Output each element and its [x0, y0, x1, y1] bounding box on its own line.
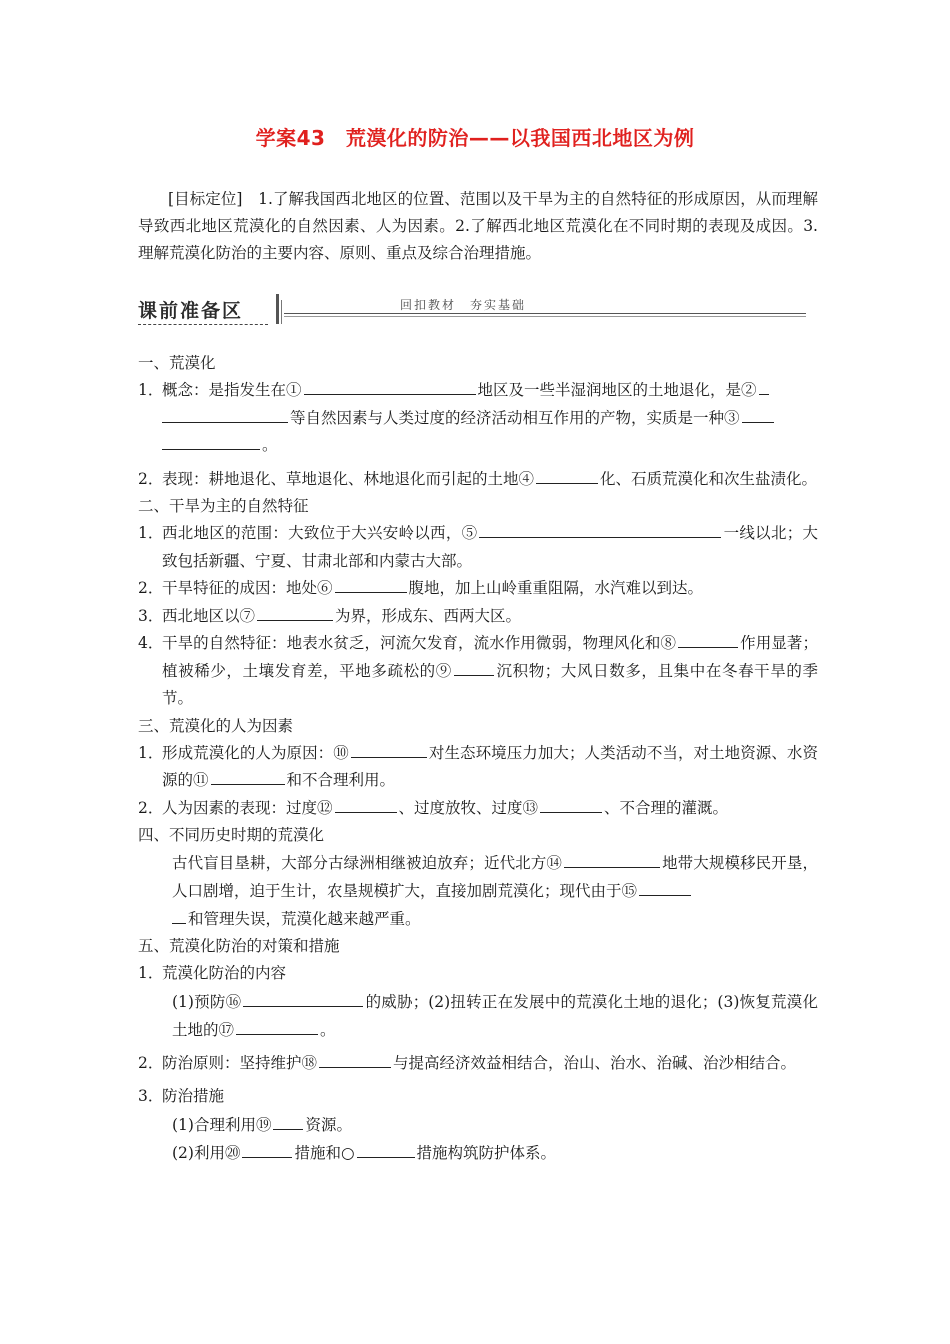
item-text: 化、石质荒漠化和次生盐渍化。 [600, 469, 818, 488]
item-text: 西北地区的范围：大致位于大兴安岭以西，⑤ [162, 524, 478, 542]
fill-blank-7[interactable] [257, 605, 333, 621]
item-text: 防治措施 [162, 1087, 225, 1105]
fill-blank-9[interactable] [454, 660, 494, 676]
section-heading: 三、荒漠化的人为因素 [138, 716, 294, 735]
list-item [138, 466, 818, 494]
fill-blank-16[interactable] [243, 991, 363, 1007]
item-text: 干旱特征的成因：地处⑥ [162, 579, 333, 597]
list-item [138, 1083, 818, 1111]
list-item [138, 1050, 818, 1078]
item-text: 。 [320, 1020, 336, 1039]
objective-paragraph: [目标定位] 1.了解我国西北地区的位置、范围以及干旱为主的自然特征的形成原因，从而理解导致西北地区荒漠化的自然因素、人为因素。2.了解西北地区荒漠化在不同时期的表现及成因。3.理解荒漠化防治的主要内容、原则、重点及综合治理措施。 [138, 190, 818, 262]
item-text: 为界，形成东、西两大区。 [335, 606, 522, 625]
item-text: (1)预防⑯ [172, 992, 242, 1011]
item-number: 2． [138, 579, 164, 597]
fill-blank-10[interactable] [351, 742, 427, 758]
item-number: 1． [138, 964, 164, 982]
item-number: 2． [138, 469, 164, 488]
item-text: 防治原则：坚持维护⑱ [162, 1053, 318, 1072]
item-text: 、不合理的灌溉。 [604, 798, 729, 817]
fill-blank-17[interactable] [236, 1019, 318, 1035]
item-text: 和管理失误，荒漠化越来越严重。 [188, 910, 421, 928]
fill-blank-1[interactable] [304, 379, 476, 395]
fill-blank-2[interactable] [759, 379, 769, 395]
list-item [138, 960, 818, 988]
item-text: 与提高经济效益相结合，治山、治水、治碱、治沙相结合。 [393, 1053, 797, 1072]
fill-blank-3[interactable] [742, 407, 774, 423]
item-text: 腹地，加上山岭重重阻隔，水汽难以到达。 [408, 579, 704, 597]
item-number: 2． [138, 798, 164, 817]
item-text: 干旱的自然特征：地表水贫乏，河流欠发育，流水作用微弱，物理风化和⑧ [162, 634, 677, 652]
paragraph [138, 1139, 818, 1167]
fill-blank-11[interactable] [211, 769, 285, 785]
fill-blank-8[interactable] [678, 632, 738, 648]
item-number: 4． [138, 634, 164, 652]
item-text: 表现：耕地退化、草地退化、林地退化而引起的土地④ [162, 469, 535, 488]
fill-blank-20[interactable] [242, 1142, 292, 1158]
item-text: (2)利用⑳ [172, 1143, 241, 1162]
item-number: 1． [138, 743, 164, 762]
section-banner [138, 292, 806, 328]
item-number: 2． [138, 1053, 164, 1072]
fill-blank-21[interactable] [357, 1142, 415, 1158]
section-heading: 一、荒漠化 [138, 354, 216, 372]
paragraph [138, 849, 818, 933]
fill-blank-15-cont[interactable] [172, 908, 186, 924]
paragraph [138, 988, 818, 1044]
section-heading: 四、不同历史时期的荒漠化 [138, 826, 325, 844]
item-number: 3． [138, 1087, 164, 1105]
section-heading: 五、荒漠化防治的对策和措施 [138, 937, 340, 955]
item-text: 对生态环境压力加大；人类活动不当，对土地资源、水资源的⑪ [162, 743, 818, 789]
fill-blank-12[interactable] [335, 797, 397, 813]
item-text: (1)合理利用⑲ [172, 1115, 272, 1134]
list-item [138, 575, 818, 603]
list-item [138, 630, 818, 713]
banner-divider-thin [281, 300, 282, 324]
item-text: 人为因素的表现：过度⑫ [162, 798, 333, 817]
page-title: 学案43 荒漠化的防治——以我国西北地区为例 [255, 126, 695, 150]
list-item [138, 740, 818, 795]
item-text: 形成荒漠化的人为原因：⑩ [162, 743, 349, 762]
item-number: 1． [138, 381, 164, 399]
banner-subtitle: 回扣教材 夯实基础 [394, 296, 532, 313]
item-text: 等自然因素与人类过度的经济活动相互作用的产物，实质是一种③ [290, 408, 740, 427]
fill-blank-6[interactable] [335, 577, 407, 593]
item-text: 、过度放牧、过度⑬ [398, 798, 539, 817]
item-number: 3． [138, 606, 164, 625]
banner-rule-thin [284, 316, 806, 317]
fill-blank-5[interactable] [479, 522, 721, 538]
fill-blank-4[interactable] [536, 468, 598, 484]
banner-divider [276, 294, 279, 324]
item-text: 措施构筑防护体系。 [416, 1143, 557, 1162]
fill-blank-2-cont[interactable] [162, 407, 288, 423]
item-text: 。 [262, 436, 278, 454]
item-text: 沉积物；大风日数多，且集中在冬春干旱的季节。 [162, 661, 818, 707]
item-text: 西北地区以⑦ [162, 606, 256, 625]
fill-blank-13[interactable] [540, 797, 602, 813]
fill-blank-19[interactable] [273, 1114, 303, 1130]
fill-blank-15[interactable] [639, 880, 691, 896]
item-text: 地区及一些半湿润地区的土地退化，是② [477, 381, 757, 399]
item-text: 措施和○ [294, 1143, 355, 1162]
item-text: 概念：是指发生在① [162, 381, 302, 399]
worksheet-content [138, 350, 818, 1167]
section-heading: 二、干旱为主的自然特征 [138, 497, 309, 515]
item-text: 地带大规模移民开垦，人口剧增，迫于生计，农垦规模扩大，直接加剧荒漠化；现代由于⑮ [172, 854, 818, 900]
item-text: 古代盲目垦耕，大部分古绿洲相继被迫放弃；近代北方⑭ [172, 854, 562, 872]
item-text: 的威胁；(2)扭转正在发展中的荒漠化土地的退化；(3)恢复荒漠化土地的⑰ [172, 992, 818, 1039]
fill-blank-3-cont[interactable] [162, 434, 260, 450]
banner-rule [284, 313, 806, 314]
item-number: 1． [138, 524, 164, 542]
item-text: 作用显著；植被稀少，土壤发育差，平地多疏松的⑨ [162, 634, 818, 680]
list-item [138, 603, 818, 631]
banner-underline [138, 324, 268, 325]
list-item [138, 520, 818, 575]
banner-title: 课前准备区 [138, 300, 244, 322]
list-item [138, 377, 818, 460]
paragraph [138, 1111, 818, 1139]
list-item [138, 795, 818, 823]
item-text: 一线以北；大致包括新疆、宁夏、甘肃北部和内蒙古大部。 [162, 524, 818, 570]
item-text: 和不合理利用。 [286, 771, 396, 789]
fill-blank-14[interactable] [564, 852, 660, 868]
item-text: 资源。 [305, 1115, 352, 1134]
item-text: 荒漠化防治的内容 [162, 964, 287, 982]
fill-blank-18[interactable] [319, 1052, 391, 1068]
